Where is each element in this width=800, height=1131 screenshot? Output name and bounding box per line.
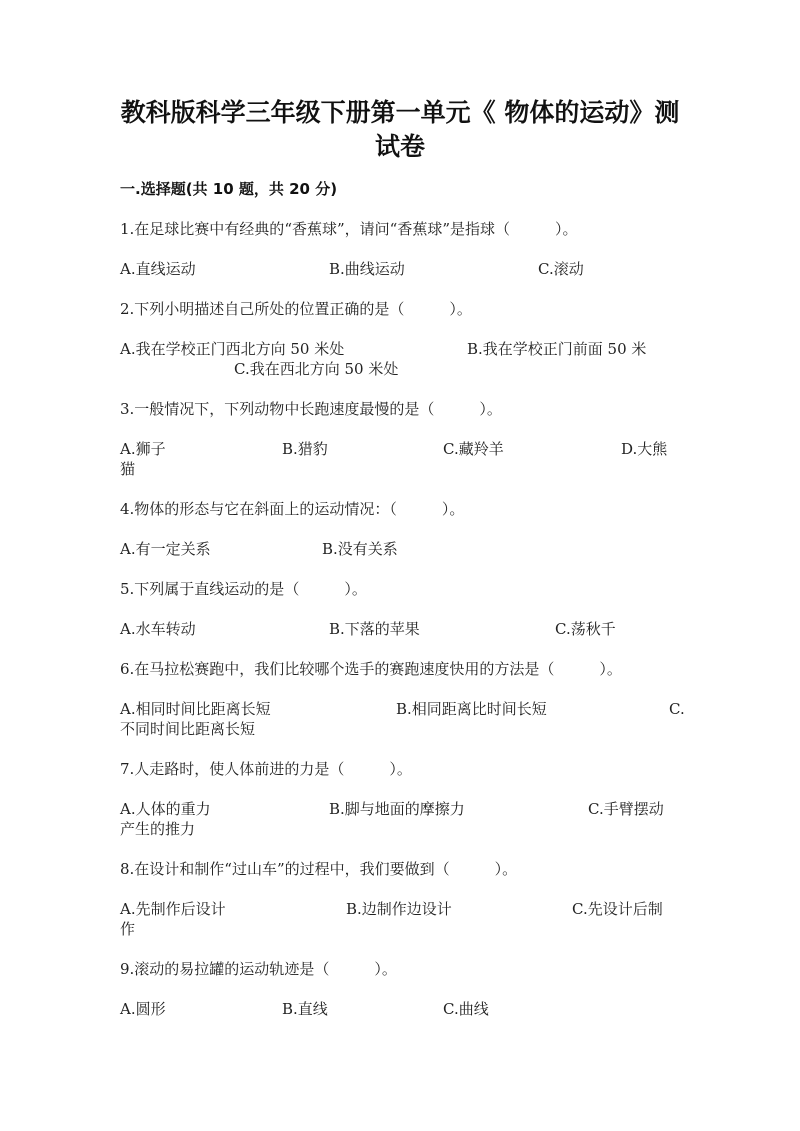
- q2-option-c: C.我在西北方向 50 米处: [234, 360, 399, 378]
- question-6: 6.在马拉松赛跑中，我们比较哪个选手的赛跑速度快用的方法是（ ）。: [120, 660, 622, 678]
- q7-option-c-wrap: 产生的推力: [120, 820, 196, 838]
- q7-option-b: B.脚与地面的摩擦力: [329, 800, 465, 818]
- q3-option-a: A.狮子: [120, 440, 166, 458]
- q1-option-a: A.直线运动: [120, 260, 196, 278]
- question-3: 3.一般情况下，下列动物中长跑速度最慢的是（ ）。: [120, 400, 502, 418]
- q3-option-d-wrap: 猫: [120, 460, 136, 478]
- q9-option-c: C.曲线: [443, 1000, 489, 1018]
- q5-option-b: B.下落的苹果: [329, 620, 420, 638]
- question-5: 5.下列属于直线运动的是（ ）。: [120, 580, 367, 598]
- q6-option-c-wrap: 不同时间比距离长短: [120, 720, 256, 738]
- q7-option-a: A.人体的重力: [120, 800, 211, 818]
- q8-option-b: B.边制作边设计: [346, 900, 452, 918]
- q6-option-b: B.相同距离比时间长短: [396, 700, 547, 718]
- question-9: 9.滚动的易拉罐的运动轨迹是（ ）。: [120, 960, 397, 978]
- q3-option-c: C.藏羚羊: [443, 440, 504, 458]
- title-line-2: 试卷: [374, 132, 425, 161]
- q4-option-b: B.没有关系: [322, 540, 398, 558]
- title-line-1: 教科版科学三年级下册第一单元《 物体的运动》测: [120, 98, 680, 127]
- q8-option-c-wrap: 作: [120, 920, 136, 938]
- q5-option-c: C.荡秋千: [555, 620, 616, 638]
- exam-title: [110, 96, 690, 164]
- q6-option-c: C.: [669, 700, 685, 718]
- q5-option-a: A.水车转动: [120, 620, 196, 638]
- q3-option-b: B.猎豹: [282, 440, 328, 458]
- q6-option-a: A.相同时间比距离长短: [120, 700, 271, 718]
- q9-option-b: B.直线: [282, 1000, 328, 1018]
- question-4: 4.物体的形态与它在斜面上的运动情况：（ ）。: [120, 500, 465, 518]
- q3-option-d: D.大熊: [621, 440, 668, 458]
- q1-option-b: B.曲线运动: [329, 260, 405, 278]
- q1-option-c: C.滚动: [538, 260, 584, 278]
- question-8: 8.在设计和制作“过山车”的过程中，我们要做到（ ）。: [120, 860, 518, 878]
- q8-option-c: C.先设计后制: [572, 900, 663, 918]
- q4-option-a: A.有一定关系: [120, 540, 211, 558]
- q2-option-b: B.我在学校正门前面 50 米: [467, 340, 647, 358]
- question-1: 1.在足球比赛中有经典的“香蕉球”，请问“香蕉球”是指球（ ）。: [120, 220, 578, 238]
- q8-option-a: A.先制作后设计: [120, 900, 226, 918]
- section-heading: 一.选择题(共 10 题，共 20 分): [120, 180, 338, 198]
- q9-option-a: A.圆形: [120, 1000, 166, 1018]
- q7-option-c: C.手臂摆动: [588, 800, 664, 818]
- question-7: 7.人走路时，使人体前进的力是（ ）。: [120, 760, 412, 778]
- q2-option-a: A.我在学校正门西北方向 50 米处: [120, 340, 345, 358]
- question-2: 2.下列小明描述自己所处的位置正确的是（ ）。: [120, 300, 472, 318]
